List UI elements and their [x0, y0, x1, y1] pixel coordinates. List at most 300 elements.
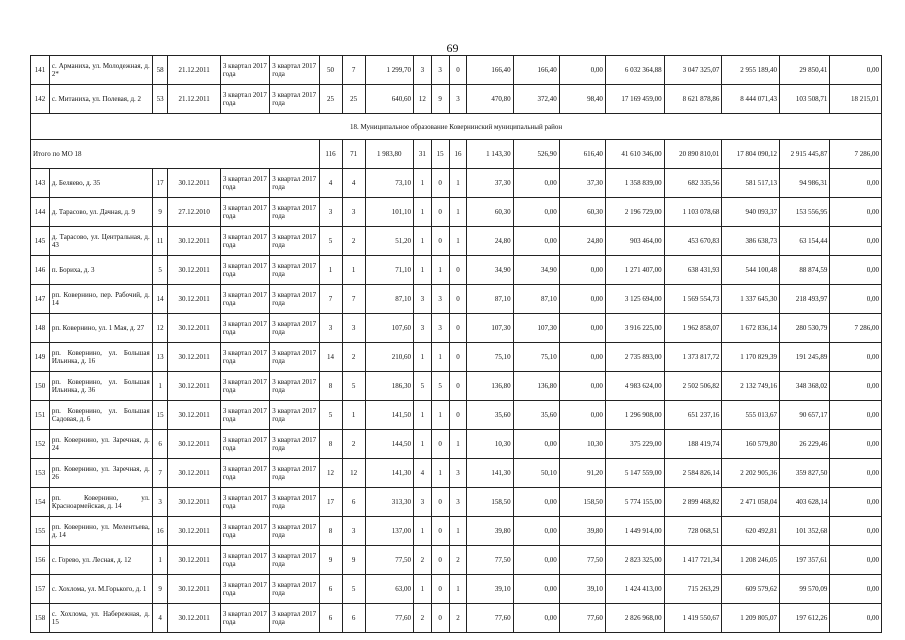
resettled-cell: 9 — [342, 546, 365, 575]
municipal-area-cell: 98,40 — [559, 85, 605, 114]
residents-cell: 3 — [319, 198, 342, 227]
private-area-cell: 136,80 — [513, 372, 559, 401]
units-total-cell: 5 — [413, 372, 431, 401]
table-row — [31, 343, 882, 372]
region-amount-cell: 1 209 805,07 — [722, 604, 780, 633]
total-cost-cell: 4 983 624,00 — [605, 372, 664, 401]
address-cell: рп. Ковернино, ул. Заречная, д. 24 — [49, 430, 152, 459]
table-row — [31, 430, 882, 459]
fund-amount-cell: 1 103 078,68 — [664, 198, 722, 227]
private-area-cell: 34,90 — [513, 256, 559, 285]
table-row — [31, 488, 882, 517]
house-number-cell: 7 — [152, 459, 168, 488]
units-private-cell: 1 — [431, 401, 449, 430]
units-total-cell: 3 — [413, 56, 431, 85]
total-cost-cell: 5 147 559,00 — [605, 459, 664, 488]
plan-end-cell: 3 квартал 2017 года — [270, 575, 319, 604]
extra-amount-cell: 0,00 — [830, 372, 882, 401]
house-number-cell: 14 — [152, 285, 168, 314]
area-cell: 141,50 — [365, 401, 413, 430]
row-number-cell: 157 — [31, 575, 50, 604]
table-row — [31, 85, 882, 114]
total-cell: 116 — [319, 140, 342, 169]
house-number-cell: 13 — [152, 343, 168, 372]
units-private-cell: 0 — [431, 227, 449, 256]
address-cell: с. Хохлома, ул. Набережная, д. 15 — [49, 604, 152, 633]
row-number-cell: 146 — [31, 256, 50, 285]
plan-start-cell: 3 квартал 2017 года — [220, 401, 269, 430]
total-cell: 17 804 090,12 — [722, 140, 780, 169]
municipal-area-cell: 0,00 — [559, 56, 605, 85]
local-amount-cell: 191 245,89 — [780, 343, 830, 372]
resettle-area-cell: 470,80 — [467, 85, 513, 114]
resettled-cell: 6 — [342, 488, 365, 517]
fund-amount-cell: 2 584 826,14 — [664, 459, 722, 488]
date-cell: 30.12.2011 — [168, 459, 220, 488]
resettle-area-cell: 75,10 — [467, 343, 513, 372]
total-cost-cell: 17 169 459,00 — [605, 85, 664, 114]
total-cost-cell: 3 916 225,00 — [605, 314, 664, 343]
house-number-cell: 1 — [152, 372, 168, 401]
region-amount-cell: 609 579,62 — [722, 575, 780, 604]
table-row — [31, 517, 882, 546]
area-cell: 137,00 — [365, 517, 413, 546]
local-amount-cell: 26 229,46 — [780, 430, 830, 459]
units-private-cell: 0 — [431, 575, 449, 604]
total-cost-cell: 903 464,00 — [605, 227, 664, 256]
units-total-cell: 1 — [413, 169, 431, 198]
units-private-cell: 3 — [431, 285, 449, 314]
resettle-area-cell: 60,30 — [467, 198, 513, 227]
local-amount-cell: 348 368,02 — [780, 372, 830, 401]
house-number-cell: 5 — [152, 256, 168, 285]
local-amount-cell: 153 556,95 — [780, 198, 830, 227]
resettle-area-cell: 35,60 — [467, 401, 513, 430]
fund-amount-cell: 715 263,29 — [664, 575, 722, 604]
units-total-cell: 3 — [413, 314, 431, 343]
resettled-cell: 6 — [342, 604, 365, 633]
date-cell: 21.12.2011 — [168, 56, 220, 85]
residents-cell: 9 — [319, 546, 342, 575]
date-cell: 30.12.2011 — [168, 517, 220, 546]
residents-cell: 7 — [319, 285, 342, 314]
municipal-area-cell: 0,00 — [559, 401, 605, 430]
section-row — [31, 114, 882, 140]
page-number: 69 — [446, 41, 459, 55]
private-area-cell: 0,00 — [513, 575, 559, 604]
total-cell: 41 610 346,00 — [605, 140, 664, 169]
units-municipal-cell: 0 — [449, 56, 467, 85]
total-cost-cell: 3 125 694,00 — [605, 285, 664, 314]
house-number-cell: 53 — [152, 85, 168, 114]
resettled-cell: 3 — [342, 314, 365, 343]
resettle-area-cell: 166,40 — [467, 56, 513, 85]
total-cell: 616,40 — [559, 140, 605, 169]
fund-amount-cell: 3 047 325,07 — [664, 56, 722, 85]
table-row — [31, 56, 882, 85]
extra-amount-cell: 0,00 — [830, 401, 882, 430]
table-row — [31, 285, 882, 314]
area-cell: 77,60 — [365, 604, 413, 633]
total-cell: 71 — [342, 140, 365, 169]
total-cost-cell: 375 229,00 — [605, 430, 664, 459]
municipal-area-cell: 24,80 — [559, 227, 605, 256]
units-municipal-cell: 1 — [449, 575, 467, 604]
private-area-cell: 0,00 — [513, 169, 559, 198]
plan-end-cell: 3 квартал 2017 года — [270, 85, 319, 114]
extra-amount-cell: 7 286,00 — [830, 314, 882, 343]
plan-end-cell: 3 квартал 2017 года — [270, 256, 319, 285]
plan-start-cell: 3 квартал 2017 года — [220, 575, 269, 604]
fund-amount-cell: 1 569 554,73 — [664, 285, 722, 314]
region-amount-cell: 1 208 246,05 — [722, 546, 780, 575]
resettle-area-cell: 34,90 — [467, 256, 513, 285]
fund-amount-cell: 651 237,16 — [664, 401, 722, 430]
region-amount-cell: 555 013,67 — [722, 401, 780, 430]
table-row — [31, 401, 882, 430]
row-number-cell: 143 — [31, 169, 50, 198]
fund-amount-cell: 2 502 506,82 — [664, 372, 722, 401]
house-number-cell: 58 — [152, 56, 168, 85]
house-number-cell: 9 — [152, 198, 168, 227]
extra-amount-cell: 0,00 — [830, 227, 882, 256]
private-area-cell: 0,00 — [513, 546, 559, 575]
local-amount-cell: 218 493,97 — [780, 285, 830, 314]
resettle-area-cell: 77,50 — [467, 546, 513, 575]
units-private-cell: 0 — [431, 604, 449, 633]
total-cost-cell: 1 296 908,00 — [605, 401, 664, 430]
resettled-cell: 3 — [342, 517, 365, 546]
date-cell: 30.12.2011 — [168, 604, 220, 633]
private-area-cell: 50,10 — [513, 459, 559, 488]
units-municipal-cell: 3 — [449, 85, 467, 114]
residents-cell: 8 — [319, 430, 342, 459]
local-amount-cell: 197 612,26 — [780, 604, 830, 633]
house-number-cell: 4 — [152, 604, 168, 633]
extra-amount-cell: 0,00 — [830, 169, 882, 198]
units-municipal-cell: 1 — [449, 198, 467, 227]
resettled-cell: 12 — [342, 459, 365, 488]
region-amount-cell: 620 492,81 — [722, 517, 780, 546]
residents-cell: 6 — [319, 575, 342, 604]
plan-start-cell: 3 квартал 2017 года — [220, 256, 269, 285]
resettle-area-cell: 87,10 — [467, 285, 513, 314]
private-area-cell: 107,30 — [513, 314, 559, 343]
address-cell: с. Хохлома, ул. М.Горького, д. 1 — [49, 575, 152, 604]
date-cell: 30.12.2011 — [168, 430, 220, 459]
residents-cell: 50 — [319, 56, 342, 85]
plan-end-cell: 3 квартал 2017 года — [270, 198, 319, 227]
resettle-area-cell: 136,80 — [467, 372, 513, 401]
date-cell: 27.12.2010 — [168, 198, 220, 227]
plan-end-cell: 3 квартал 2017 года — [270, 372, 319, 401]
area-cell: 186,30 — [365, 372, 413, 401]
plan-start-cell: 3 квартал 2017 года — [220, 343, 269, 372]
extra-amount-cell: 0,00 — [830, 459, 882, 488]
table-row — [31, 604, 882, 633]
municipal-area-cell: 0,00 — [559, 314, 605, 343]
municipal-area-cell: 91,20 — [559, 459, 605, 488]
extra-amount-cell: 0,00 — [830, 256, 882, 285]
total-cost-cell: 2 826 968,00 — [605, 604, 664, 633]
fund-amount-cell: 728 068,51 — [664, 517, 722, 546]
housing-register-table — [30, 55, 882, 633]
table-row — [31, 256, 882, 285]
plan-end-cell: 3 квартал 2017 года — [270, 546, 319, 575]
local-amount-cell: 90 657,17 — [780, 401, 830, 430]
resettle-area-cell: 39,80 — [467, 517, 513, 546]
region-amount-cell: 2 955 189,40 — [722, 56, 780, 85]
units-municipal-cell: 0 — [449, 314, 467, 343]
area-cell: 640,60 — [365, 85, 413, 114]
plan-start-cell: 3 квартал 2017 года — [220, 372, 269, 401]
local-amount-cell: 29 850,41 — [780, 56, 830, 85]
row-number-cell: 147 — [31, 285, 50, 314]
residents-cell: 8 — [319, 372, 342, 401]
resettled-cell: 5 — [342, 575, 365, 604]
units-total-cell: 3 — [413, 488, 431, 517]
house-number-cell: 11 — [152, 227, 168, 256]
total-cell: 1 143,30 — [467, 140, 513, 169]
region-amount-cell: 2 132 749,16 — [722, 372, 780, 401]
resettle-area-cell: 158,50 — [467, 488, 513, 517]
plan-end-cell: 3 квартал 2017 года — [270, 488, 319, 517]
row-number-cell: 150 — [31, 372, 50, 401]
total-cell: 526,90 — [513, 140, 559, 169]
house-number-cell: 1 — [152, 546, 168, 575]
resettle-area-cell: 107,30 — [467, 314, 513, 343]
municipal-area-cell: 39,10 — [559, 575, 605, 604]
plan-end-cell: 3 квартал 2017 года — [270, 459, 319, 488]
units-municipal-cell: 0 — [449, 256, 467, 285]
units-total-cell: 1 — [413, 343, 431, 372]
units-private-cell: 0 — [431, 198, 449, 227]
region-amount-cell: 940 093,37 — [722, 198, 780, 227]
table-row — [31, 546, 882, 575]
units-private-cell: 1 — [431, 256, 449, 285]
house-number-cell: 15 — [152, 401, 168, 430]
resettle-area-cell: 141,30 — [467, 459, 513, 488]
municipal-area-cell: 60,30 — [559, 198, 605, 227]
address-cell: д. Тарасово, ул. Центральная, д. 43 — [49, 227, 152, 256]
fund-amount-cell: 1 417 721,34 — [664, 546, 722, 575]
plan-end-cell: 3 квартал 2017 года — [270, 343, 319, 372]
address-cell: рп. Ковернино, ул. Большая Садовая, д. 6 — [49, 401, 152, 430]
address-cell: рп. Ковернино, ул. 1 Мая, д. 27 — [49, 314, 152, 343]
row-number-cell: 158 — [31, 604, 50, 633]
address-cell: рп. Ковернино, ул. Заречная, д. 26 — [49, 459, 152, 488]
units-total-cell: 1 — [413, 517, 431, 546]
date-cell: 30.12.2011 — [168, 169, 220, 198]
residents-cell: 1 — [319, 256, 342, 285]
units-total-cell: 1 — [413, 575, 431, 604]
date-cell: 30.12.2011 — [168, 314, 220, 343]
resettled-cell: 2 — [342, 227, 365, 256]
date-cell: 30.12.2011 — [168, 488, 220, 517]
plan-end-cell: 3 квартал 2017 года — [270, 227, 319, 256]
table-row — [31, 372, 882, 401]
table-row — [31, 227, 882, 256]
plan-start-cell: 3 квартал 2017 года — [220, 430, 269, 459]
plan-start-cell: 3 квартал 2017 года — [220, 169, 269, 198]
plan-end-cell: 3 квартал 2017 года — [270, 401, 319, 430]
fund-amount-cell: 682 335,56 — [664, 169, 722, 198]
row-number-cell: 156 — [31, 546, 50, 575]
units-municipal-cell: 3 — [449, 488, 467, 517]
plan-start-cell: 3 квартал 2017 года — [220, 198, 269, 227]
municipal-area-cell: 77,60 — [559, 604, 605, 633]
extra-amount-cell: 0,00 — [830, 575, 882, 604]
section-title: 18. Муниципальное образование Ковернинский муниципальный район — [31, 114, 882, 140]
table-row — [31, 575, 882, 604]
resettled-cell: 4 — [342, 169, 365, 198]
plan-start-cell: 3 квартал 2017 года — [220, 604, 269, 633]
units-municipal-cell: 0 — [449, 343, 467, 372]
region-amount-cell: 544 100,48 — [722, 256, 780, 285]
local-amount-cell: 101 352,68 — [780, 517, 830, 546]
resettled-cell: 1 — [342, 401, 365, 430]
row-number-cell: 152 — [31, 430, 50, 459]
fund-amount-cell: 1 962 858,07 — [664, 314, 722, 343]
area-cell: 77,50 — [365, 546, 413, 575]
resettled-cell: 3 — [342, 198, 365, 227]
date-cell: 30.12.2011 — [168, 285, 220, 314]
total-cost-cell: 1 424 413,00 — [605, 575, 664, 604]
units-total-cell: 4 — [413, 459, 431, 488]
area-cell: 87,10 — [365, 285, 413, 314]
local-amount-cell: 94 986,31 — [780, 169, 830, 198]
date-cell: 30.12.2011 — [168, 575, 220, 604]
private-area-cell: 0,00 — [513, 488, 559, 517]
address-cell: рп. Ковернино, ул. Красноармейская, д. 14 — [49, 488, 152, 517]
total-label: Итого по МО 18 — [31, 140, 320, 169]
date-cell: 30.12.2011 — [168, 372, 220, 401]
extra-amount-cell: 0,00 — [830, 604, 882, 633]
total-cost-cell: 1 271 407,00 — [605, 256, 664, 285]
fund-amount-cell: 638 431,93 — [664, 256, 722, 285]
units-private-cell: 0 — [431, 430, 449, 459]
total-cost-cell: 1 449 914,00 — [605, 517, 664, 546]
area-cell: 313,30 — [365, 488, 413, 517]
extra-amount-cell: 18 215,01 — [830, 85, 882, 114]
extra-amount-cell: 0,00 — [830, 343, 882, 372]
plan-start-cell: 3 квартал 2017 года — [220, 85, 269, 114]
address-cell: с. Арманиха, ул. Молодежная, д. 2* — [49, 56, 152, 85]
municipal-area-cell: 0,00 — [559, 343, 605, 372]
date-cell: 30.12.2011 — [168, 546, 220, 575]
resettled-cell: 7 — [342, 56, 365, 85]
local-amount-cell: 280 530,79 — [780, 314, 830, 343]
date-cell: 30.12.2011 — [168, 343, 220, 372]
units-private-cell: 1 — [431, 343, 449, 372]
residents-cell: 12 — [319, 459, 342, 488]
region-amount-cell: 2 202 905,36 — [722, 459, 780, 488]
residents-cell: 4 — [319, 169, 342, 198]
extra-amount-cell: 0,00 — [830, 56, 882, 85]
units-total-cell: 1 — [413, 256, 431, 285]
units-total-cell: 12 — [413, 85, 431, 114]
region-amount-cell: 1 337 645,30 — [722, 285, 780, 314]
units-private-cell: 3 — [431, 56, 449, 85]
private-area-cell: 0,00 — [513, 227, 559, 256]
local-amount-cell: 197 357,61 — [780, 546, 830, 575]
plan-start-cell: 3 квартал 2017 года — [220, 56, 269, 85]
region-amount-cell: 386 638,73 — [722, 227, 780, 256]
units-total-cell: 2 — [413, 546, 431, 575]
private-area-cell: 372,40 — [513, 85, 559, 114]
local-amount-cell: 63 154,44 — [780, 227, 830, 256]
house-number-cell: 12 — [152, 314, 168, 343]
extra-amount-cell: 0,00 — [830, 488, 882, 517]
plan-end-cell: 3 квартал 2017 года — [270, 169, 319, 198]
area-cell: 63,00 — [365, 575, 413, 604]
row-number-cell: 153 — [31, 459, 50, 488]
plan-end-cell: 3 квартал 2017 года — [270, 56, 319, 85]
residents-cell: 5 — [319, 401, 342, 430]
region-amount-cell: 160 579,80 — [722, 430, 780, 459]
units-private-cell: 9 — [431, 85, 449, 114]
units-municipal-cell: 0 — [449, 285, 467, 314]
resettled-cell: 2 — [342, 343, 365, 372]
region-amount-cell: 1 170 829,39 — [722, 343, 780, 372]
resettle-area-cell: 24,80 — [467, 227, 513, 256]
private-area-cell: 0,00 — [513, 517, 559, 546]
plan-start-cell: 3 квартал 2017 года — [220, 314, 269, 343]
total-cost-cell: 2 823 325,00 — [605, 546, 664, 575]
area-cell: 1 299,70 — [365, 56, 413, 85]
total-row — [31, 140, 882, 169]
total-cell: 20 890 810,01 — [664, 140, 722, 169]
private-area-cell: 87,10 — [513, 285, 559, 314]
plan-start-cell: 3 квартал 2017 года — [220, 517, 269, 546]
units-municipal-cell: 0 — [449, 401, 467, 430]
region-amount-cell: 2 471 058,04 — [722, 488, 780, 517]
units-total-cell: 1 — [413, 401, 431, 430]
region-amount-cell: 8 444 071,43 — [722, 85, 780, 114]
plan-end-cell: 3 квартал 2017 года — [270, 285, 319, 314]
region-amount-cell: 1 672 836,14 — [722, 314, 780, 343]
total-cell: 16 — [449, 140, 467, 169]
municipal-area-cell: 77,50 — [559, 546, 605, 575]
units-municipal-cell: 1 — [449, 430, 467, 459]
date-cell: 30.12.2011 — [168, 401, 220, 430]
resettled-cell: 7 — [342, 285, 365, 314]
address-cell: рп. Ковернино, ул. Большая Ильинка, д. 36 — [49, 372, 152, 401]
row-number-cell: 151 — [31, 401, 50, 430]
resettle-area-cell: 39,10 — [467, 575, 513, 604]
residents-cell: 3 — [319, 314, 342, 343]
plan-start-cell: 3 квартал 2017 года — [220, 227, 269, 256]
residents-cell: 14 — [319, 343, 342, 372]
total-cost-cell: 2 196 729,00 — [605, 198, 664, 227]
residents-cell: 17 — [319, 488, 342, 517]
private-area-cell: 0,00 — [513, 198, 559, 227]
date-cell: 30.12.2011 — [168, 227, 220, 256]
residents-cell: 5 — [319, 227, 342, 256]
date-cell: 21.12.2011 — [168, 85, 220, 114]
units-private-cell: 3 — [431, 314, 449, 343]
fund-amount-cell: 188 419,74 — [664, 430, 722, 459]
address-cell: рп. Ковернино, ул. Мелентьева, д. 14 — [49, 517, 152, 546]
private-area-cell: 166,40 — [513, 56, 559, 85]
resettled-cell: 2 — [342, 430, 365, 459]
resettle-area-cell: 37,30 — [467, 169, 513, 198]
plan-end-cell: 3 квартал 2017 года — [270, 517, 319, 546]
total-cost-cell: 6 032 364,88 — [605, 56, 664, 85]
total-cell: 31 — [413, 140, 431, 169]
total-cell: 2 915 445,87 — [780, 140, 830, 169]
extra-amount-cell: 0,00 — [830, 285, 882, 314]
